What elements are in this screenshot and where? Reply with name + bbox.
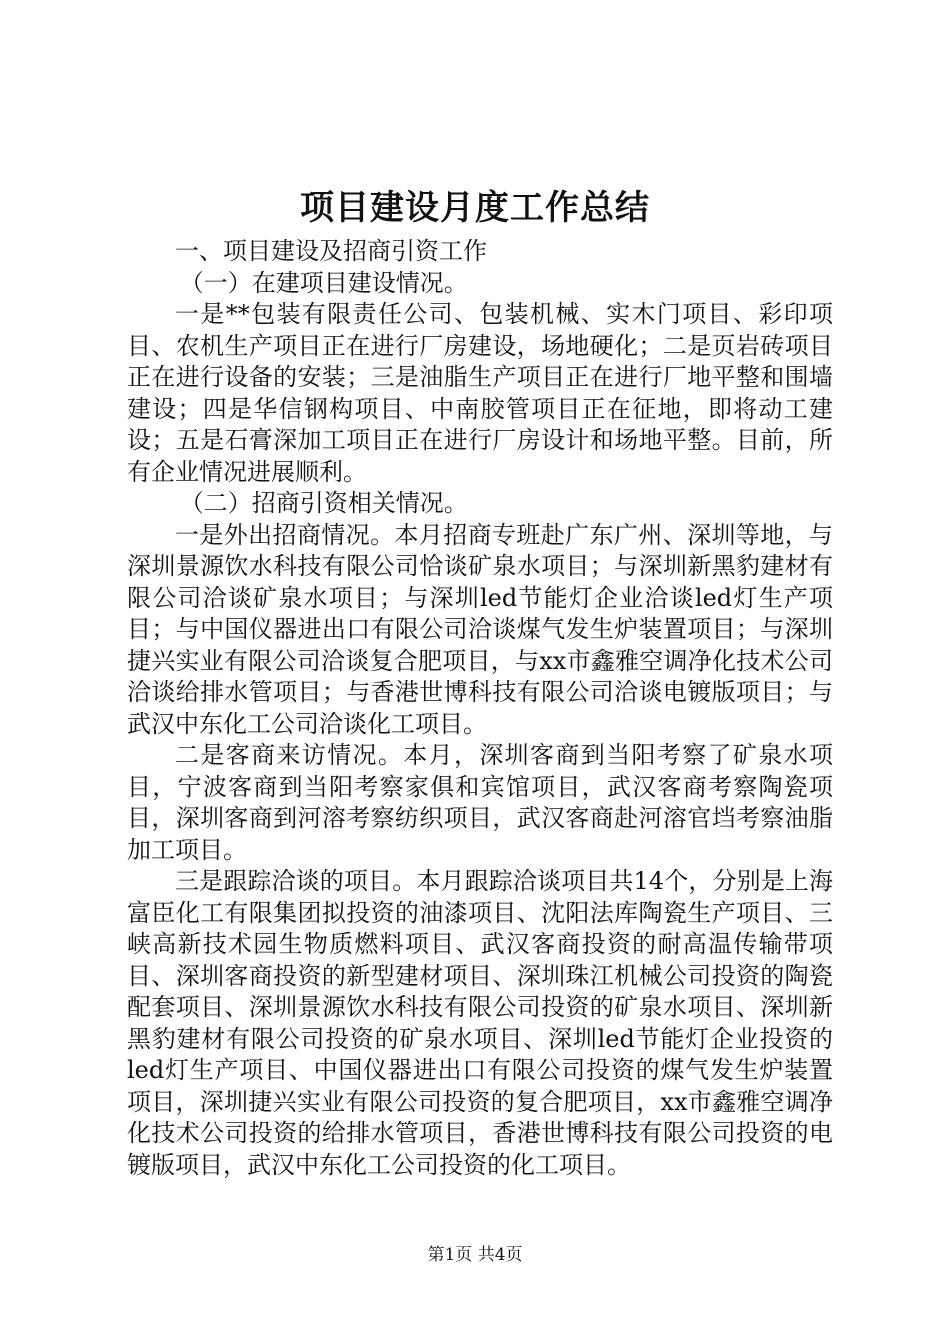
body-paragraph: 三是跟踪洽谈的项目。本月跟踪洽谈项目共14个，分别是上海富臣化工有限集团拟投资的油漆项目、沈阳法库陶瓷生产项目、三峡高新技术园生物质燃料项目、武汉客商投资的耐高温传输带项目、深圳客商投资的新型建材项目、深圳珠江机械公司投资的陶瓷配套项目、深圳景源饮水科技有限公司投资的矿泉水项目、深圳新黑豹建材有限公司投资的矿泉水项目、深圳led节能灯企业投资的led灯生产项目、中国仪器进出口有限公司投资的煤气发生炉装置项目，深圳捷兴实业有限公司投资的复合肥项目，xx市鑫雅空调净化技术公司投资的给排水管项目，香港世博科技有限公司投资的电镀版项目，武汉中东化工公司投资的化工项目。 [127, 867, 833, 1179]
body-paragraph: 二是客商来访情况。本月，深圳客商到当阳考察了矿泉水项目，宁波客商到当阳考察家俱和宾馆项目，武汉客商考察陶瓷项目，深圳客商到河溶考察纺织项目，武汉客商赴河溶官垱考察油脂加工项目。 [127, 741, 833, 864]
document-body [127, 236, 833, 1181]
body-paragraph: 一是外出招商情况。本月招商专班赴广东广州、深圳等地，与深圳景源饮水科技有限公司恰谈矿泉水项目；与深圳新黑豹建材有限公司洽谈矿泉水项目；与深圳led节能灯企业洽谈led灯生产项目；与中国仪器进出口有限公司洽谈煤气发生炉装置项目；与深圳捷兴实业有限公司洽谈复合肥项目，与xx市鑫雅空调净化技术公司洽谈给排水管项目；与香港世博科技有限公司洽谈电镀版项目；与武汉中东化工公司洽谈化工项目。 [127, 520, 833, 738]
subsection-heading: （二）招商引资相关情况。 [179, 489, 468, 517]
document-title: 项目建设月度工作总结 [300, 188, 650, 228]
body-paragraph: 一是**包装有限责任公司、包装机械、实木门项目、彩印项目、农机生产项目正在进行厂房建设，场地硬化；二是页岩砖项目正在进行设备的安装；三是油脂生产项目正在进行厂地平整和围墙建设；四是华信钢构项目、中南胶管项目正在征地，即将动工建设；五是石膏深加工项目正在进行厂房设计和场地平整。目前，所有企业情况进展顺利。 [127, 300, 833, 486]
subsection-heading: （一）在建项目建设情况。 [179, 268, 468, 297]
page-number-footer: 第1页 共4页 [427, 1245, 523, 1265]
section-heading: 一、项目建设及招商引资工作 [175, 237, 487, 265]
